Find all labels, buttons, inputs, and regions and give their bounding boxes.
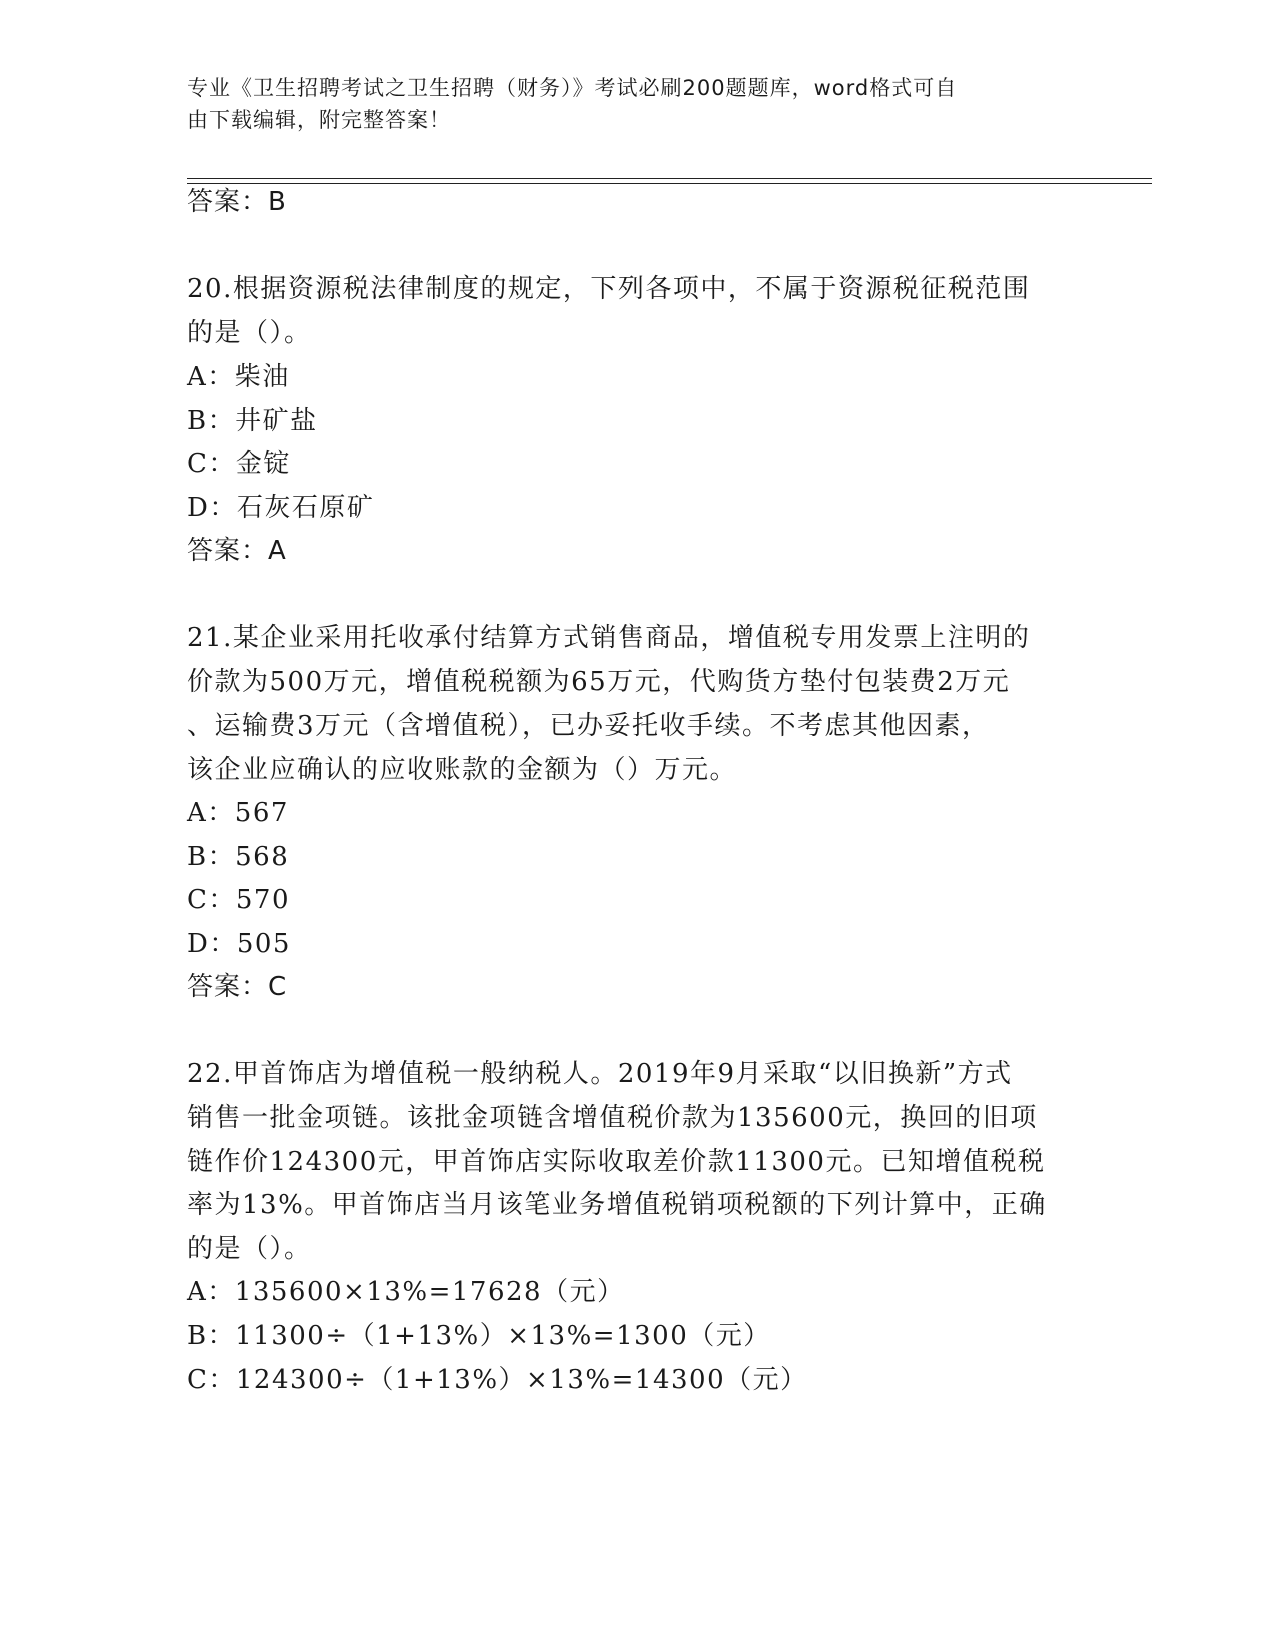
option-c: C：金锭 <box>187 449 291 479</box>
document-header <box>187 72 1067 136</box>
question-text: 的是（）。 <box>187 318 312 348</box>
question-text: 、运输费3万元（含增值税），已办妥托收手续。不考虑其他因素， <box>187 711 990 741</box>
question-text: 20.根据资源税法律制度的规定，下列各项中，不属于资源税征税范围 <box>187 274 1031 304</box>
option-b: B：11300÷（1+13%）×13%=1300（元） <box>187 1321 771 1351</box>
answer-label: 答案：C <box>187 972 288 1002</box>
header-line: 由下载编辑，附完整答案！ <box>187 108 451 132</box>
option-c: C：570 <box>187 885 291 915</box>
option-a: A：567 <box>187 798 289 828</box>
option-a: A：柴油 <box>187 362 290 392</box>
header-divider <box>187 178 1152 179</box>
option-d: D：石灰石原矿 <box>187 493 375 523</box>
header-divider <box>187 183 1152 184</box>
question-text: 价款为500万元，增值税税额为65万元，代购货方垫付包装费2万元 <box>187 667 1011 697</box>
question-text: 的是（）。 <box>187 1234 312 1264</box>
option-b: B：568 <box>187 842 290 872</box>
question-text: 率为13%。甲首饰店当月该笔业务增值税销项税额的下列计算中，正确 <box>187 1190 1047 1220</box>
question-text: 销售一批金项链。该批金项链含增值税价款为135600元，换回的旧项 <box>187 1103 1038 1133</box>
question-text: 21.某企业采用托收承付结算方式销售商品，增值税专用发票上注明的 <box>187 623 1031 653</box>
option-c: C：124300÷（1+13%）×13%=14300（元） <box>187 1365 808 1395</box>
option-a: A：135600×13%=17628（元） <box>187 1277 625 1307</box>
question-text: 22.甲首饰店为增值税一般纳税人。2019年9月采取“以旧换新”方式 <box>187 1059 1013 1089</box>
answer-label: 答案：B <box>187 187 287 217</box>
option-b: B：井矿盐 <box>187 406 318 436</box>
question-text: 链作价124300元，甲首饰店实际收取差价款11300元。已知增值税税 <box>187 1147 1046 1177</box>
answer-label: 答案：A <box>187 536 287 566</box>
option-d: D：505 <box>187 929 291 959</box>
header-line: 专业《卫生招聘考试之卫生招聘（财务）》考试必刷200题题库，word格式可自 <box>187 76 958 100</box>
question-text: 该企业应确认的应收账款的金额为（）万元。 <box>187 755 738 785</box>
